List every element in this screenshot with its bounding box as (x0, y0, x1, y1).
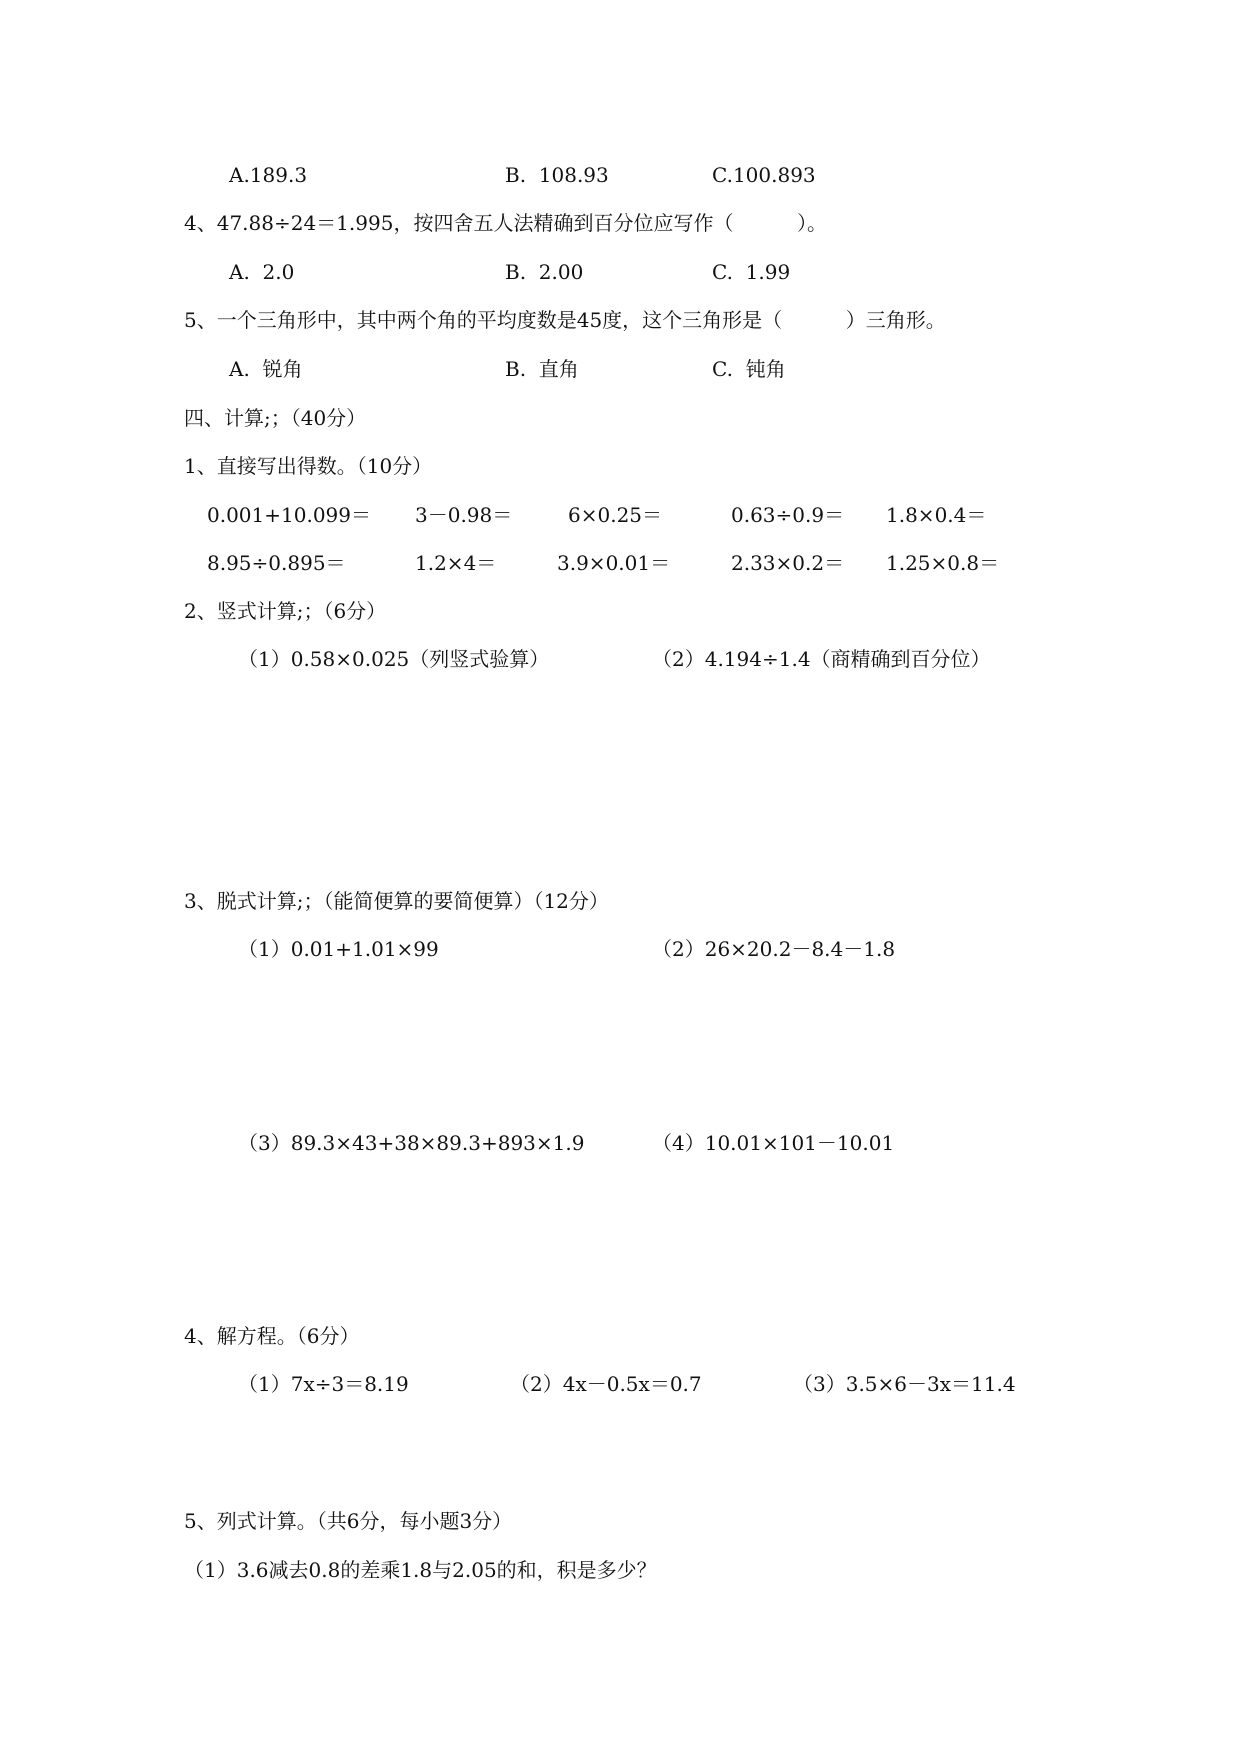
stepwise-calc-item-3: （3）89.3×43+38×89.3+893×1.9 (238, 1131, 585, 1155)
oral-calc-item: 0.63÷0.9＝ (731, 503, 845, 527)
word-problem-item-1: （1）3.6减去0.8的差乘1.8与2.05的和，积是多少？ (184, 1558, 657, 1582)
q4-option-a: A. 2.0 (229, 260, 295, 284)
equation-item-2: （2）4x－0.5x＝0.7 (510, 1372, 702, 1396)
question-5-text: 5、一个三角形中，其中两个角的平均度数是45度，这个三角形是（ ）三角形。 (184, 308, 946, 332)
oral-calc-item: 1.8×0.4＝ (886, 503, 987, 527)
stepwise-calc-item-1: （1）0.01+1.01×99 (238, 937, 439, 961)
oral-calc-item: 3.9×0.01＝ (557, 551, 671, 575)
q4-option-c: C. 1.99 (712, 260, 791, 284)
q5-option-a: A. 锐角 (229, 357, 303, 381)
section-4-heading: 四、计算;；（40分） (184, 406, 367, 430)
part-4-heading: 4、解方程。（6分） (184, 1324, 360, 1348)
oral-calc-item: 1.2×4＝ (415, 551, 497, 575)
oral-calc-item: 0.001+10.099＝ (207, 503, 371, 527)
vertical-calc-item-2: （2）4.194÷1.4（商精确到百分位） (652, 647, 991, 671)
oral-calc-item: 3－0.98＝ (415, 503, 513, 527)
part-3-heading: 3、脱式计算;；（能简便算的要简便算）（12分） (184, 889, 609, 913)
q4-option-b: B. 2.00 (505, 260, 584, 284)
oral-calc-item: 6×0.25＝ (568, 503, 663, 527)
oral-calc-item: 8.95÷0.895＝ (207, 551, 346, 575)
q5-option-c: C. 钝角 (712, 357, 786, 381)
q3-option-a: A.189.3 (229, 163, 308, 187)
oral-calc-item: 2.33×0.2＝ (731, 551, 845, 575)
stepwise-calc-item-2: （2）26×20.2－8.4－1.8 (652, 937, 896, 961)
question-4-text: 4、47.88÷24＝1.995，按四舍五人法精确到百分位应写作（ ）。 (184, 211, 828, 235)
oral-calc-item: 1.25×0.8＝ (886, 551, 1000, 575)
q3-option-c: C.100.893 (712, 163, 816, 187)
equation-item-3: （3）3.5×6－3x＝11.4 (793, 1372, 1016, 1396)
part-5-heading: 5、列式计算。（共6分，每小题3分） (184, 1509, 513, 1533)
stepwise-calc-item-4: （4）10.01×101－10.01 (652, 1131, 895, 1155)
part-1-heading: 1、直接写出得数。（10分） (184, 454, 433, 478)
equation-item-1: （1）7x÷3＝8.19 (238, 1372, 409, 1396)
vertical-calc-item-1: （1）0.58×0.025（列竖式验算） (238, 647, 550, 671)
part-2-heading: 2、竖式计算;；（6分） (184, 599, 387, 623)
q5-option-b: B. 直角 (505, 357, 579, 381)
q3-option-b: B. 108.93 (505, 163, 609, 187)
